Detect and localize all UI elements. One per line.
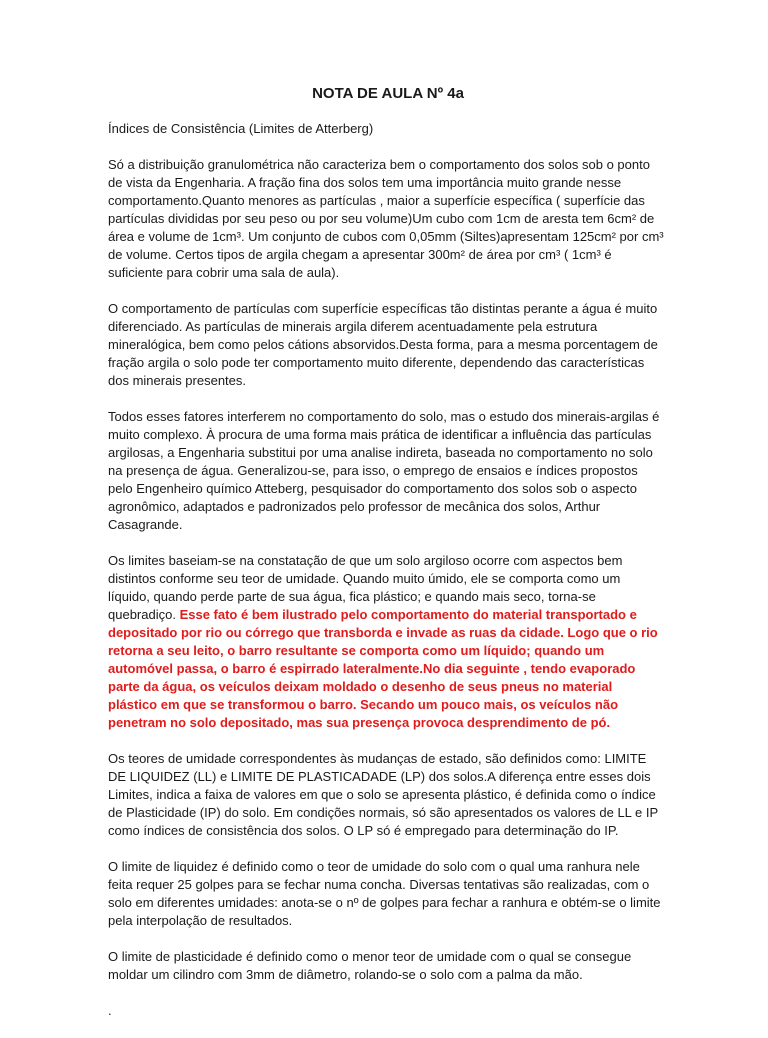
- paragraph-particle-behavior: O comportamento de partículas com superfície específicas tão distintas perante a água é muito diferenciado. As partículas de minerais argila diferem acentuadamente pela estrutura mineralógica, bem como pelos cátions absorvidos.Desta forma, para a mesma porcentagem de fração argila o solo pode ter comportamento muito diferente, dependendo das características dos minerais presentes.: [108, 301, 658, 388]
- trailing-dot: .: [108, 1003, 112, 1018]
- paragraph-limits-definition: Os teores de umidade correspondentes às mudanças de estado, são definidos como: LIMITE DE LIQUIDEZ (LL) e LIMITE DE PLASTICADADE (LP) dos solos.A diferença entre esses dois Limites, indica a faixa de valores em que o solo se apresenta plástico, é definida como o índice de Plasticidade (IP) do solo. Em condições normais, só são apresentados os valores de LL e IP como índices de consistência dos solos. O LP só é empregado para determinação do IP.: [108, 751, 658, 838]
- page-title: NOTA DE AULA Nº 4a: [312, 85, 464, 102]
- paragraph-plastic-limit: O limite de plasticidade é definido como o menor teor de umidade com o qual se consegue moldar um cilindro com 3mm de diâmetro, rolando-se o solo com a palma da mão.: [108, 949, 632, 982]
- document-page: [108, 84, 664, 1038]
- consistency-states-text: Os limites baseiam-se na constatação de que um solo argiloso ocorre com aspectos bem distintos conforme seu teor de umidade. Quando muito úmido, ele se comporta como um líquido, quando perde parte de sua água, fica plástico; e quando mais seco, torna-se quebradiço.: [108, 553, 623, 622]
- paragraph-liquid-limit: O limite de liquidez é definido como o teor de umidade do solo com o qual uma ranhura nele feita requer 25 golpes para se fechar numa concha. Diversas tentativas são realizadas, com o solo em diferentes umidades: anota-se o nº de golpes para fechar a ranhura e obtém-se o limite pela interpolação de resultados.: [108, 859, 661, 928]
- paragraph-atterberg-history: Todos esses fatores interferem no comportamento do solo, mas o estudo dos minerais-argilas é muito complexo. À procura de uma forma mais prática de identificar a influência das partículas argilosas, a Engenharia substitui por uma analise indireta, baseada no comportamento no solo na presença de água. Generalizou-se, para isso, o emprego de ensaios e índices propostos pelo Engenheiro químico Atteberg, pesquisador do comportamento dos solos sob o aspecto agronômico, adaptados e padronizados pelo professor de mecânica dos solos, Arthur Casagrande.: [108, 409, 660, 532]
- paragraph-granulometry: Só a distribuição granulométrica não caracteriza bem o comportamento dos solos sob o ponto de vista da Engenharia. A fração fina dos solos tem uma importância muito grande nesse comportamento.Quanto menores as partículas , maior a superfície específica ( superfície das partículas divididas por seu peso ou por seu volume)Um cubo com 1cm de aresta tem 6cm² de área e volume de 1cm³. Um conjunto de cubos com 0,05mm (Siltes)apresentam 125cm² por cm³ de volume. Certos tipos de argila chegam a apresentar 300m² de área por cm³ ( 1cm³ é suficiente para cobrir uma sala de aula).: [108, 157, 664, 280]
- section-subtitle: Índices de Consistência (Limites de Atterberg): [108, 121, 374, 136]
- paragraph-consistency-states: [108, 552, 664, 732]
- highlighted-example-text: Esse fato é bem ilustrado pelo comportamento do material transportado e depositado por rio ou córrego que transborda e invade as ruas da cidade. Logo que o rio retorna a seu leito, o barro resultante se comporta como um líquido; quando um automóvel passa, o barro é espirrado lateralmente.No dia seguinte , tendo evaporado parte da água, os veículos deixam moldado o desenho de seus pneus no material plástico em que se transformou o barro. Secando um pouco mais, os veículos não penetram no solo depositado, mas sua presença provoca desprendimento de pó.: [108, 607, 658, 730]
